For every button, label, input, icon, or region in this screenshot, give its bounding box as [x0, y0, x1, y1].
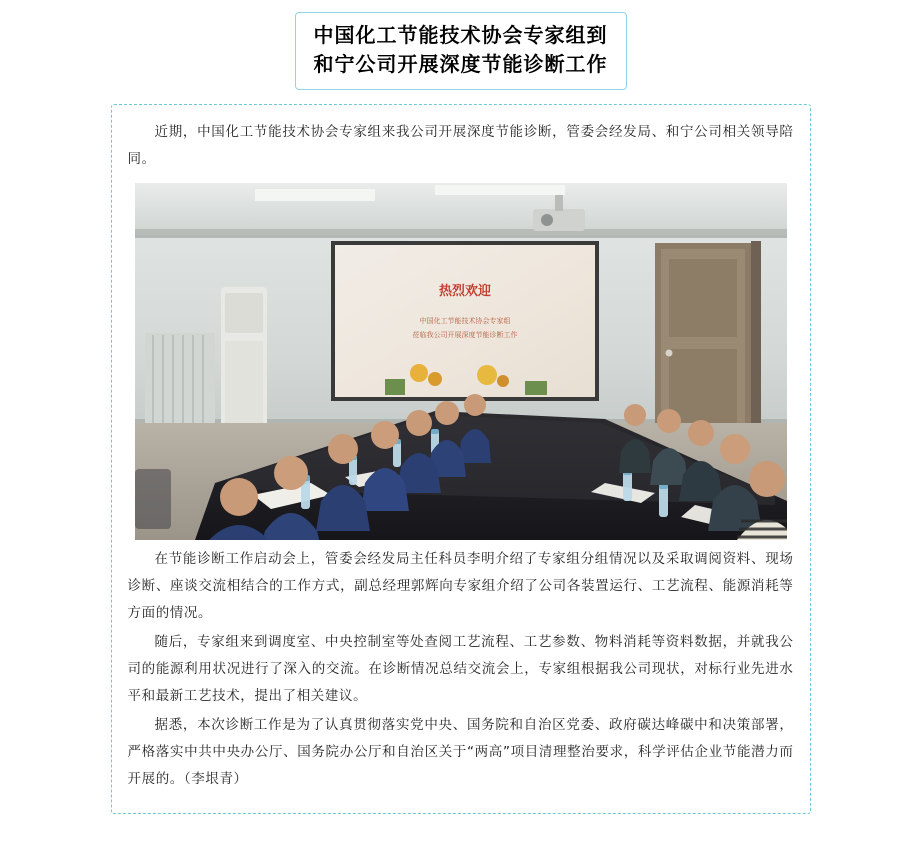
title-box: [295, 12, 627, 90]
meeting-room-photo: [135, 183, 787, 540]
paragraph-3: 随后，专家组来到调度室、中央控制室等处查阅工艺流程、工艺参数、物料消耗等资料数据，并就我公司的能源利用状况进行了深入的交流。在诊断情况总结交流会上，专家组根据我公司现状，对标行业先进水平和最新工艺技术，提出了相关建议。: [127, 634, 794, 704]
photo-container: [128, 183, 794, 540]
article-box: [111, 104, 811, 814]
paragraph-4: 据悉，本次诊断工作是为了认真贯彻落实党中央、国务院和自治区党委、政府碳达峰碳中和决策部署，严格落实中共中央办公厅、国务院办公厅和自治区关于“两高”项目清理整治要求，科学评估企业节能潜力而开展的。（李垠青）: [127, 717, 794, 787]
article-section: [0, 104, 921, 814]
paragraph-1: 近期，中国化工节能技术协会专家组来我公司开展深度节能诊断，管委会经发局、和宁公司相关领导陪同。: [127, 124, 794, 167]
page-title-line-2: 和宁公司开展深度节能诊断工作: [313, 52, 608, 76]
page-title-line-1: 中国化工节能技术协会专家组到: [313, 23, 608, 47]
paragraph-2: 在节能诊断工作启动会上，管委会经发局主任科员李明介绍了专家组分组情况以及采取调阅资料、现场诊断、座谈交流相结合的工作方式，副总经理郭辉向专家组介绍了公司各装置运行、工艺流程、能源消耗等方面的情况。: [127, 551, 794, 621]
svg-text:莅临我公司开展深度节能诊断工作: 莅临我公司开展深度节能诊断工作: [412, 331, 517, 339]
svg-text:中国化工节能技术协会专家组: 中国化工节能技术协会专家组: [419, 317, 510, 325]
title-section: [0, 0, 921, 90]
svg-text:热烈欢迎: 热烈欢迎: [438, 284, 491, 299]
